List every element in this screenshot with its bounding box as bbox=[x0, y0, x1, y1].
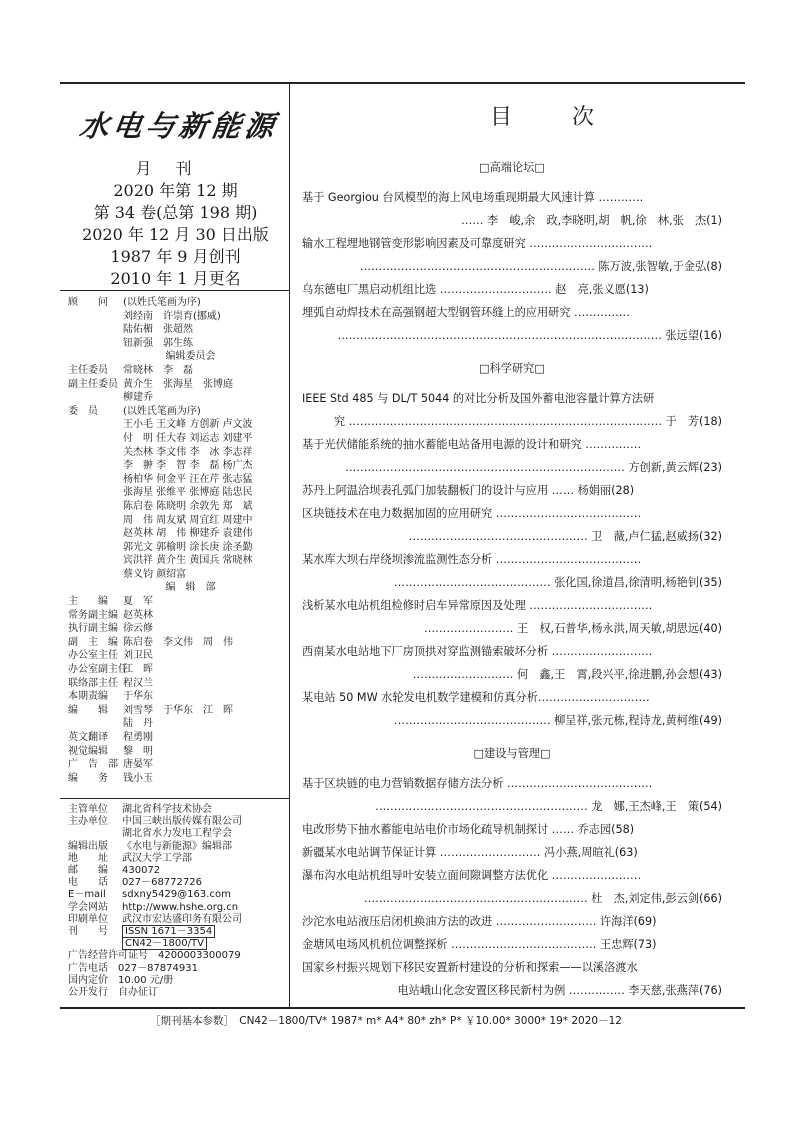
article-title: IEEE Std 485 与 DL/T 5044 的对比分析及国外蓄电池容量计算方法研 bbox=[302, 392, 655, 405]
publisher-row-label: 广告经营许可证号 bbox=[68, 950, 158, 962]
table-of-contents bbox=[302, 152, 722, 1002]
column-divider bbox=[289, 82, 290, 1007]
publisher-row bbox=[68, 975, 288, 987]
members-row bbox=[68, 405, 283, 419]
publisher-rows-2 bbox=[68, 950, 288, 999]
toc-entry[interactable] bbox=[302, 594, 722, 640]
toc-entry[interactable] bbox=[302, 933, 722, 956]
publisher-row bbox=[68, 841, 288, 853]
staff-role-label: 办公室副主任 bbox=[68, 664, 128, 676]
staff-role-value: 于华东 bbox=[123, 691, 153, 703]
publisher-row-value: 中国三峡出版传媒有限公司 bbox=[122, 816, 242, 828]
staff-role bbox=[68, 595, 283, 609]
deputy-names: 黄介生 张海星 张博庭 bbox=[123, 378, 233, 390]
publisher-row bbox=[68, 877, 288, 889]
publisher-row-label: 广告电话 bbox=[68, 962, 118, 974]
article-title: 西南某水电站地下厂房顶拱对穿监测锚索破坏分析 ……………………… bbox=[302, 645, 653, 658]
article-authors: …… 李 峻,余 政,李晓明,胡 帆,徐 林,张 杰(1) bbox=[461, 214, 722, 227]
staff-role-value: 陈启卷 李文伟 周 伟 bbox=[123, 636, 233, 648]
publisher-row bbox=[68, 865, 288, 877]
publisher-row-label: 主办单位 bbox=[68, 816, 108, 828]
article-title: 电改形势下抽水蓄能电站电价市场化疏导机制探讨 …… 乔志园(58) bbox=[302, 823, 635, 836]
staff-role-label: 编 务 bbox=[68, 772, 108, 784]
publisher-row bbox=[68, 889, 288, 901]
staff-role-label: 副 主 编 bbox=[68, 636, 118, 648]
staff-role-label: 编 辑 bbox=[68, 704, 108, 716]
publisher-row-value: 湖北省水力发电工程学会 bbox=[122, 828, 232, 840]
staff-role-label: 广 告 部 bbox=[68, 759, 118, 771]
publisher-row-label bbox=[68, 828, 122, 840]
staff-role-value: 唐晏军 bbox=[123, 759, 153, 771]
publisher-row-value: sdxny5429@163.com bbox=[122, 889, 231, 901]
staff-role bbox=[68, 745, 283, 759]
renamed-date: 2010 年 1 月更名 bbox=[110, 269, 241, 288]
editorial-staff bbox=[68, 296, 283, 785]
staff-role bbox=[68, 609, 283, 623]
publisher-row-value: 自办征订 bbox=[118, 987, 158, 999]
member-line: 关杰林 李文伟 李 冰 李志祥 bbox=[123, 446, 253, 458]
staff-role bbox=[68, 649, 283, 663]
staff-role-label: 视觉编辑 bbox=[68, 745, 108, 757]
publisher-row-value: 10.00 元/册 bbox=[118, 974, 174, 986]
deputy-row bbox=[68, 378, 283, 392]
advisors-row bbox=[68, 296, 283, 310]
publisher-rows bbox=[68, 804, 288, 926]
section-heading: □高端论坛□ bbox=[479, 161, 545, 174]
article-authors: ………………………………………… 卫 薇,卢仁猛,赵威扬(32) bbox=[408, 530, 722, 543]
article-title: 苏丹上阿温洽坝表孔弧门加装翻板门的设计与应用 …… 杨娟丽(28) bbox=[302, 484, 635, 497]
journal-parameters: ［期刊基本参数］ CN42－1800/TV* 1987* m* A4* 80* zh* P* ￥10.00* 3000* 19* 2020－12 bbox=[150, 1015, 622, 1027]
staff-role-value: 程勇刚 bbox=[123, 732, 153, 743]
toc-entry[interactable] bbox=[302, 864, 722, 910]
staff-role-value: 钱小玉 bbox=[123, 772, 153, 784]
toc-title: 目次 bbox=[490, 105, 655, 130]
staff-role-label: 主 编 bbox=[68, 596, 108, 608]
staff-role bbox=[68, 758, 283, 772]
deputy-line: 柳建乔 bbox=[123, 392, 153, 404]
toc-entry[interactable] bbox=[302, 772, 722, 818]
publisher-row-value: 湖北省科学技术协会 bbox=[122, 804, 212, 815]
divider bbox=[60, 290, 289, 291]
issue-number: 2020 年第 12 期 bbox=[113, 181, 238, 200]
member-line: 李 翀 李 智 李 磊 杨广杰 bbox=[123, 460, 253, 472]
article-authors: ……………………………………………………… 陈万波,张智敏,于金弘(8) bbox=[359, 260, 722, 273]
article-title: 浅析某水电站机组检修时启车异常原因及处理 …………………………… bbox=[302, 599, 653, 612]
publisher-row bbox=[68, 804, 288, 816]
publisher-row-label: 印刷单位 bbox=[68, 913, 108, 925]
staff-role-value: 刘卫民 bbox=[123, 650, 153, 662]
publisher-row-label: 邮 编 bbox=[68, 865, 108, 877]
deputy-label: 副主任委员 bbox=[68, 378, 118, 390]
article-authors: ……………………… 何 鑫,王 霄,段兴平,徐进鹏,孙会想(43) bbox=[412, 668, 722, 681]
toc-entry[interactable] bbox=[302, 278, 722, 301]
director-row bbox=[68, 364, 283, 378]
member-line: 宾洪祥 黄介生 黄国兵 常晓林 bbox=[123, 555, 253, 567]
volume: 第 34 卷(总第 198 期) bbox=[93, 203, 258, 222]
divider bbox=[60, 798, 289, 799]
article-title: 国家乡村振兴规划下移民安置新村建设的分析和探索——以溪洛渡水 bbox=[302, 961, 638, 974]
member-line: 蔡义钧 颜绍富 bbox=[123, 568, 187, 580]
publisher-row bbox=[68, 902, 288, 914]
advisors-line: 钮新强 郭生练 bbox=[123, 337, 193, 349]
publisher-row bbox=[68, 950, 288, 962]
publisher-info bbox=[68, 804, 288, 999]
publisher-row-value: 武汉市宏达盛印务有限公司 bbox=[122, 913, 242, 925]
issue-info bbox=[62, 158, 289, 290]
publisher-row-value: 《水电与新能源》编辑部 bbox=[122, 840, 232, 852]
member-line: 陈启卷 陈晓明 余敦先 郑 斌 bbox=[123, 500, 253, 512]
advisors-line: 陆佑楣 张超然 bbox=[123, 324, 193, 336]
article-title: 乌东德电厂黑启动机组比选 ………………………… 赵 亮,张义愿(13) bbox=[302, 283, 649, 296]
staff-role-value: 夏 军 bbox=[123, 596, 153, 608]
frequency: 月刊 bbox=[135, 159, 216, 178]
article-title: 区块链技术在电力数据加固的应用研究 ………………………………… bbox=[302, 507, 642, 520]
article-authors: ………………………………………………… 龙 娜,王杰峰,王 策(54) bbox=[375, 800, 722, 813]
staff-role bbox=[68, 663, 283, 677]
publisher-row-label: 公开发行 bbox=[68, 987, 118, 999]
staff-role-label: 执行副主编 bbox=[68, 623, 118, 635]
staff-role bbox=[68, 622, 283, 636]
staff-role bbox=[68, 690, 283, 704]
toc-entry[interactable] bbox=[302, 686, 722, 732]
publisher-row-value: http://www.hshe.org.cn bbox=[122, 901, 239, 913]
director-names: 常晓林 李 磊 bbox=[123, 364, 193, 376]
publish-date: 2020 年 12 月 30 日出版 bbox=[82, 225, 269, 244]
article-authors: …………………………………… 张化国,徐道昌,徐清明,杨艳钊(35) bbox=[393, 576, 722, 589]
article-title: 沙沱水电站液压启闭机换油方法的改进 ……………………… 许海洋(69) bbox=[302, 915, 657, 928]
toc-entry[interactable] bbox=[302, 956, 722, 1002]
members-label: 委 员 bbox=[68, 405, 98, 417]
publisher-row-label: E－mail bbox=[68, 889, 106, 901]
member-line: 郭光文 郭榆明 涂长庚 涂圣勤 bbox=[123, 541, 253, 553]
article-authors: …………………… 王 权,石普华,杨永洪,周天敏,胡思远(40) bbox=[423, 622, 722, 635]
staff-role-label: 联络部主任 bbox=[68, 677, 118, 689]
staff-role-label: 常务副主编 bbox=[68, 609, 118, 621]
toc-entry[interactable] bbox=[302, 301, 722, 347]
article-authors: 电站峨山化念安置区移民新村为例 …………… 李天慈,张燕萍(76) bbox=[397, 984, 722, 997]
staff-role bbox=[68, 731, 283, 745]
issn-value: ISSN 1671－3354 bbox=[122, 925, 215, 938]
cn-value: CN42－1800/TV bbox=[122, 937, 207, 950]
article-title: 某水库大坝右岸绕坝渗流监测性态分析 ………………………………… bbox=[302, 553, 642, 566]
staff-role-label: 办公室主任 bbox=[68, 650, 118, 662]
members-note: (以姓氏笔画为序) bbox=[123, 405, 201, 417]
publisher-row-label: 主管单位 bbox=[68, 804, 108, 815]
publisher-row bbox=[68, 853, 288, 865]
toc-entry[interactable] bbox=[302, 640, 722, 686]
publisher-row-label: 电 话 bbox=[68, 877, 108, 889]
section-heading: □建设与管理□ bbox=[473, 747, 551, 760]
advisors-label: 顾 问 bbox=[68, 297, 108, 308]
staff-role bbox=[68, 772, 283, 786]
roles-list bbox=[68, 595, 283, 785]
article-authors: …………………………………… 柳呈祥,张元栋,程诗龙,黄柯维(49) bbox=[393, 714, 722, 727]
article-authors: …………………………………………………………………………… 张远望(16) bbox=[337, 329, 722, 342]
staff-role-value: 徐云修 bbox=[123, 623, 153, 635]
publisher-row-value: 027－68772726 bbox=[122, 877, 202, 889]
publisher-row bbox=[68, 828, 288, 840]
bottom-rule bbox=[60, 1007, 745, 1009]
staff-role-value: 刘雪琴 于华东 江 晖 bbox=[123, 704, 233, 716]
toc-entry[interactable] bbox=[302, 502, 722, 548]
advisors-note: (以姓氏笔画为序) bbox=[123, 297, 201, 308]
toc-entry[interactable] bbox=[302, 232, 722, 278]
staff-role-value: 黎 明 bbox=[123, 745, 153, 757]
article-title: 基于区块链的电力营销数据存储方法分析 ………………………………… bbox=[302, 777, 653, 790]
toc-entry[interactable] bbox=[302, 548, 722, 594]
staff-role bbox=[68, 717, 283, 731]
member-line: 王小毛 王文峰 方创新 卢文波 bbox=[123, 419, 253, 431]
founded-date: 1987 年 9 月创刊 bbox=[110, 247, 241, 266]
article-authors: ………………………………………………………………… 方创新,黄云辉(23) bbox=[345, 461, 722, 474]
advisors-line: 刘经南 许崇育(挪威) bbox=[123, 310, 221, 322]
publisher-row-value: 027－87874931 bbox=[118, 962, 198, 974]
publisher-row-label: 国内定价 bbox=[68, 974, 118, 986]
article-title: 基于光伏储能系统的抽水蓄能电站备用电源的设计和研究 …………… bbox=[302, 438, 642, 451]
staff-role-value: 程汉兰 bbox=[123, 677, 153, 689]
publisher-row-label: 编辑出版 bbox=[68, 840, 108, 852]
publisher-row-label: 地 址 bbox=[68, 852, 108, 864]
issn-label: 刊 号 bbox=[68, 926, 108, 938]
toc-entry[interactable] bbox=[302, 479, 722, 502]
publisher-row-label: 学会网站 bbox=[68, 901, 108, 913]
member-line: 周 伟 周友斌 周宜红 周建中 bbox=[123, 514, 253, 526]
staff-role-label: 英文翻译 bbox=[68, 732, 108, 743]
toc-entry[interactable] bbox=[302, 433, 722, 479]
toc-entry[interactable] bbox=[302, 387, 722, 433]
dept-header: 编 辑 部 bbox=[165, 582, 216, 594]
publisher-row bbox=[68, 987, 288, 999]
director-label: 主任委员 bbox=[68, 364, 108, 376]
member-line: 张海星 张维平 张博庭 陆忠民 bbox=[123, 487, 253, 499]
member-line: 杨柏华 何金平 汪在芹 张志猛 bbox=[123, 473, 253, 485]
toc-entry[interactable] bbox=[302, 910, 722, 933]
member-line: 赵英林 胡 伟 柳建乔 袁建伟 bbox=[123, 528, 253, 540]
article-title: 金塘风电场风机机位调整探析 ………………………………… 王忠辉(73) bbox=[302, 938, 657, 951]
journal-logo: 水电与新能源 bbox=[77, 109, 281, 143]
article-authors: 究 ………………………………………………………………………… 于 芳(18) bbox=[333, 415, 722, 428]
article-title: 基于 Georgiou 台风模型的海上风电场重现期最大风速计算 ………… bbox=[302, 191, 644, 204]
staff-role bbox=[68, 704, 283, 718]
publisher-row bbox=[68, 816, 288, 828]
staff-role bbox=[68, 636, 283, 650]
committee-header: 编辑委员会 bbox=[165, 351, 216, 363]
staff-role bbox=[68, 677, 283, 691]
toc-entry[interactable] bbox=[302, 841, 722, 864]
article-title: 瀑布沟水电站机组导叶安装立面间隙调整方法优化 …………………… bbox=[302, 869, 642, 882]
article-title: 埋弧自动焊技术在高强钢超大型钢管环缝上的应用研究 …………… bbox=[302, 306, 630, 319]
top-rule bbox=[60, 82, 745, 84]
article-title: 输水工程埋地钢管变形影响因素及可靠度研究 …………………………… bbox=[302, 237, 653, 250]
publisher-row-value: 武汉大学工学部 bbox=[122, 852, 192, 864]
publisher-row-value: 430072 bbox=[122, 865, 161, 877]
staff-role-value: 陆 丹 bbox=[123, 718, 153, 730]
article-title: 某电站 50 MW 水轮发电机数学建模和仿真分析………………………… bbox=[302, 691, 650, 704]
toc-entry[interactable] bbox=[302, 818, 722, 841]
publisher-row bbox=[68, 963, 288, 975]
section-heading: □科学研究□ bbox=[479, 362, 545, 375]
staff-role-value: 江 晖 bbox=[123, 664, 153, 676]
staff-role-label: 本期责编 bbox=[68, 691, 108, 703]
article-title: 新疆某水电站调节保证计算 ……………………… 冯小燕,周暄礼(63) bbox=[302, 846, 638, 859]
member-line: 付 明 任大春 刘运志 刘建平 bbox=[123, 432, 253, 444]
publisher-row-value: 4200003300079 bbox=[158, 950, 241, 962]
staff-role-value: 赵英林 bbox=[123, 609, 153, 621]
toc-entry[interactable] bbox=[302, 186, 722, 232]
article-authors: …………………………………………………… 杜 杰,刘定伟,彭云剑(66) bbox=[363, 892, 722, 905]
staff-role-label bbox=[68, 717, 123, 731]
